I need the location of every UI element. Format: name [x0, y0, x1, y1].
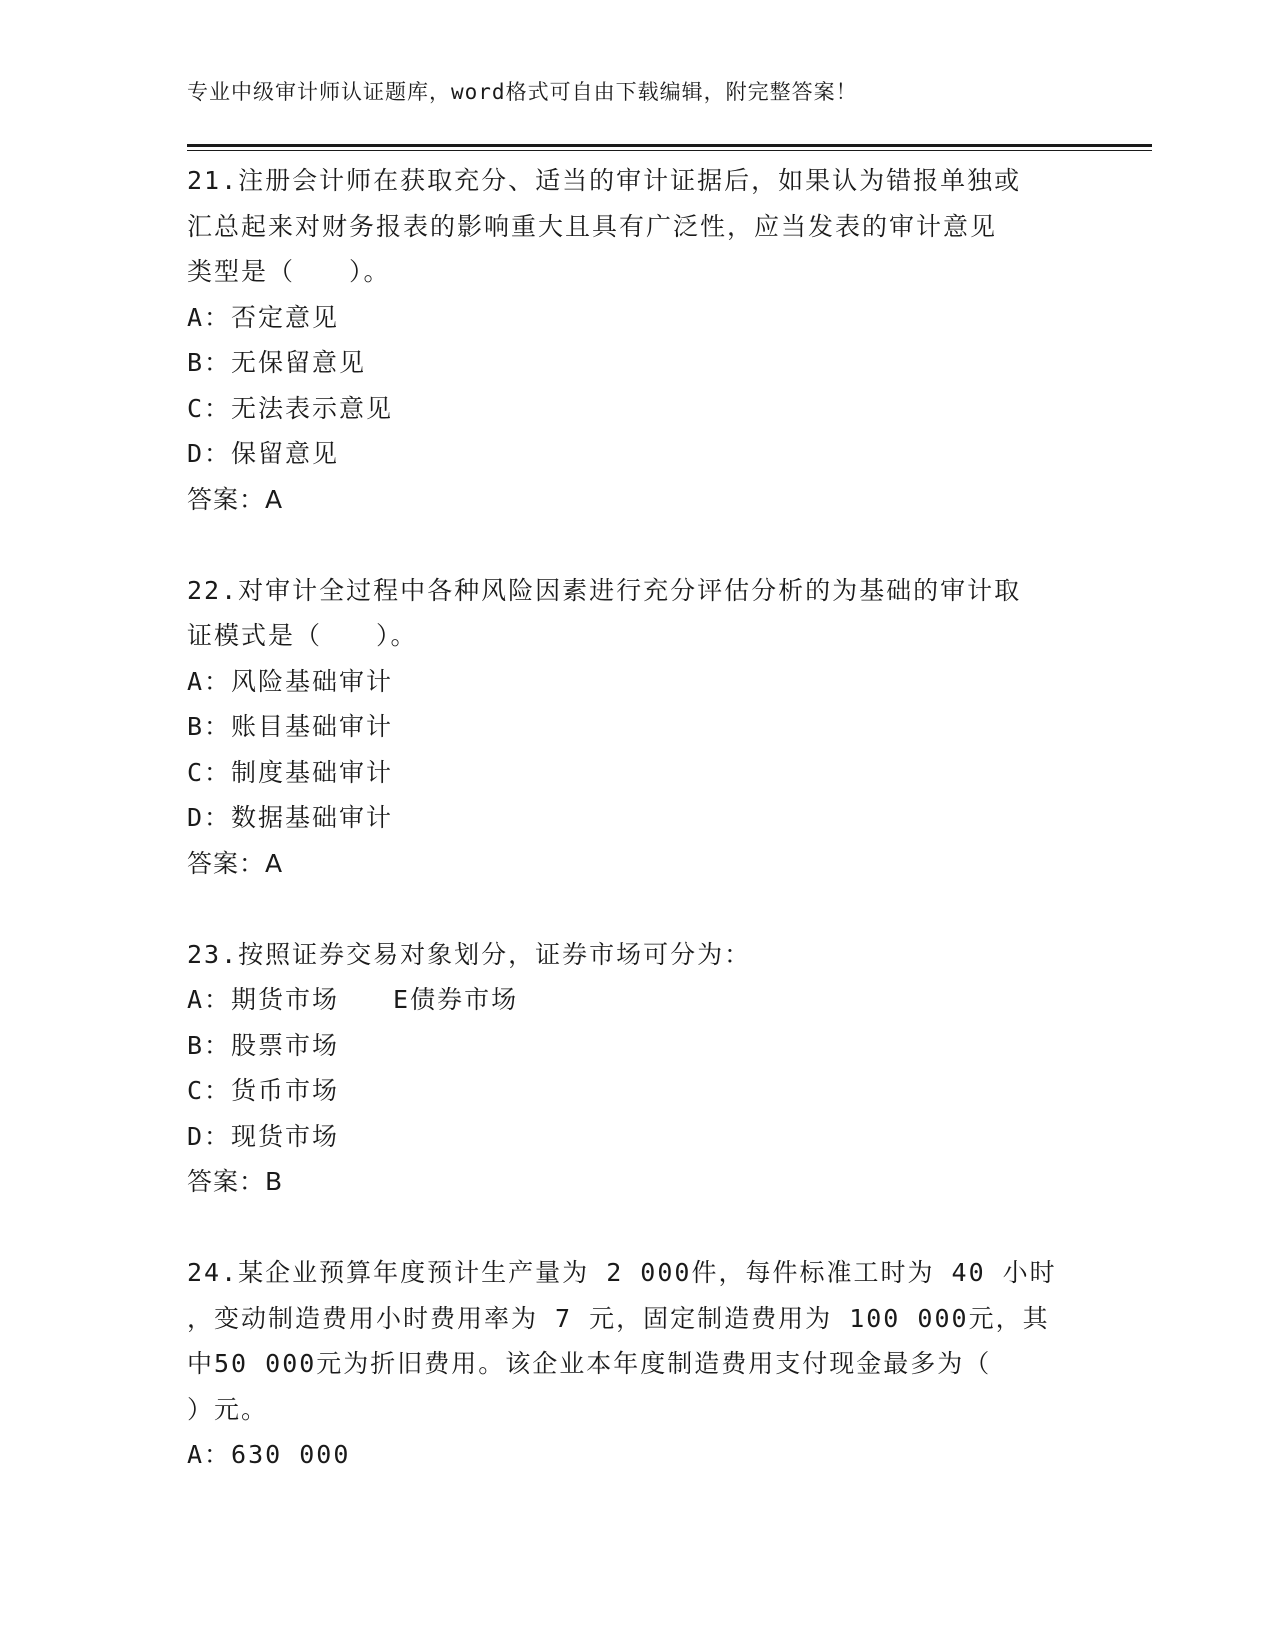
- question-stem-line: 21.注册会计师在获取充分、适当的审计证据后，如果认为错报单独或: [187, 166, 1022, 195]
- spacer: [187, 886, 1087, 932]
- question-24: [187, 1250, 1087, 1478]
- question-stem-line: 汇总起来对财务报表的影响重大且具有广泛性，应当发表的审计意见: [187, 211, 998, 241]
- header-rule-thick: [187, 144, 1152, 147]
- header-note: 专业中级审计师认证题库，word格式可自由下载编辑，附完整答案！: [187, 80, 858, 104]
- question-23: [187, 932, 1087, 1205]
- question-stem-line: 22.对审计全过程中各种风险因素进行充分评估分析的为基础的审计取: [187, 575, 1022, 605]
- answer: 答案：A: [187, 484, 284, 514]
- question-stem-line: 中50 000元为折旧费用。该企业本年度制造费用支付现金最多为（: [187, 1349, 992, 1378]
- option-a: A：630 000: [187, 1440, 351, 1469]
- question-stem-line: 23.按照证券交易对象划分，证券市场可分为：: [187, 939, 752, 969]
- option-b: B：无保留意见: [187, 348, 367, 377]
- question-stem-line: 证模式是（ ）。: [187, 621, 418, 650]
- answer: 答案：A: [187, 848, 284, 878]
- option-c: C：制度基础审计: [187, 757, 394, 787]
- answer: 答案：B: [187, 1167, 284, 1196]
- question-list: [187, 158, 1087, 1478]
- question-stem-line: 24.某企业预算年度预计生产量为 2 000件，每件标准工时为 40 小时: [187, 1258, 1057, 1287]
- option-c: C：无法表示意见: [187, 393, 394, 423]
- option-d: D：现货市场: [187, 1121, 340, 1151]
- question-stem-line: ，变动制造费用小时费用率为 7 元，固定制造费用为 100 000元，其: [187, 1303, 1050, 1333]
- option-d: D：保留意见: [187, 439, 340, 468]
- question-stem-line: ）元。: [187, 1394, 269, 1424]
- header-rule-thin: [187, 150, 1152, 151]
- question-21: [187, 158, 1087, 522]
- option-a: A：风险基础审计: [187, 666, 394, 696]
- question-22: [187, 568, 1087, 887]
- option-a: A：期货市场 E债券市场: [187, 985, 519, 1014]
- question-stem-line: 类型是（ ）。: [187, 257, 391, 286]
- spacer: [187, 1205, 1087, 1251]
- option-a: A：否定意见: [187, 302, 340, 332]
- spacer: [187, 522, 1087, 568]
- option-b: B：股票市场: [187, 1030, 340, 1060]
- option-c: C：货币市场: [187, 1076, 340, 1105]
- option-b: B：账目基础审计: [187, 712, 394, 741]
- option-d: D：数据基础审计: [187, 803, 394, 832]
